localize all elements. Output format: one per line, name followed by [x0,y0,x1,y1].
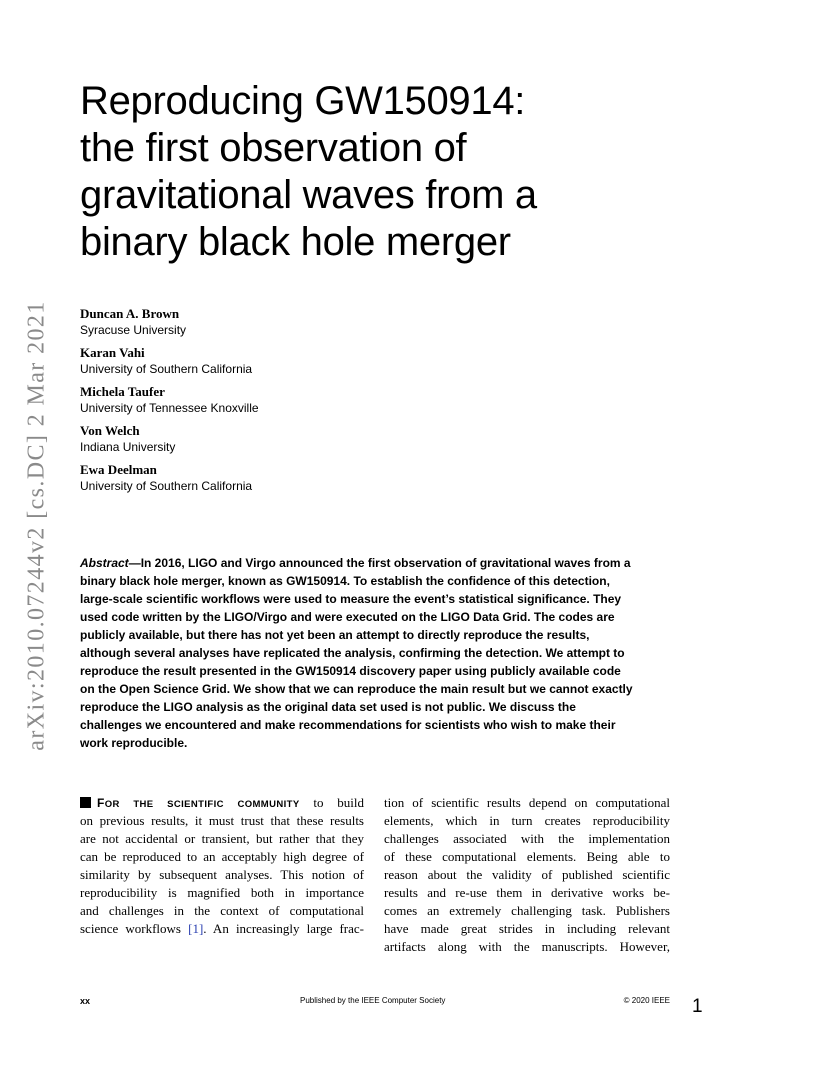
body-first-line [80,794,364,812]
body-column-right [384,794,670,956]
author-affiliation: University of Tennessee Knoxville [80,401,259,415]
author-name: Ewa Deelman [80,462,157,477]
author-block [80,345,580,378]
footer-publisher: Published by the IEEE Computer Society [300,996,446,1005]
arxiv-stamp [14,290,60,760]
lead-in [97,796,300,810]
section-marker-icon [80,797,91,808]
author-name: Von Welch [80,423,140,438]
abstract-text: In 2016, LIGO and Virgo announced the first observation of gravitational waves from a [140,556,631,570]
author-affiliation: Indiana University [80,440,176,454]
body-line: and challenges in the context of computational [80,903,364,918]
body-line: reproducibility is magnified both in importance [80,885,364,900]
author-block [80,423,580,456]
author-block [80,384,580,417]
abstract-line: binary black hole merger, known as GW150914. To establish the confidence of this detection, [80,574,610,588]
author-block [80,462,580,495]
footer-copyright: © 2020 IEEE [623,996,670,1005]
footer-volume: xx [80,996,91,1006]
body-line: similarity by subsequent analyses. This notion of [80,867,364,882]
body-line: of these computational elements. Being able to [384,849,670,864]
body-line: reason about the validity of published scientific [384,867,670,882]
author-list [80,306,580,501]
body-line: results and re-use them in derivative works be- [384,885,670,900]
author-affiliation: University of Southern California [80,362,253,376]
body-text: science workflows [80,921,189,936]
title-line: the first observation of [80,126,467,170]
author-name: Michela Taufer [80,384,165,399]
citation-link[interactable]: [1] [188,921,204,936]
body-line: on previous results, it must trust that these results [80,813,364,828]
abstract-line: reproduce the LIGO analysis as the original data set used is not public. We discuss the [80,700,576,714]
body-line: are not accidental or transient, but rather that they [80,831,364,846]
title-line: gravitational waves from a [80,173,537,217]
arxiv-id: arXiv:2010.07244v2 [cs.DC] 2 Mar 2021 [23,299,50,751]
abstract-dash: — [128,556,141,570]
lead-initial: F [97,796,105,810]
body-line: artifacts along with the manuscripts. However, [384,939,670,954]
abstract-line: although several analyses have replicated the analysis, confirming the detection. We attempt to [80,646,625,660]
title-line: Reproducing GW150914: [80,79,526,123]
author-name: Duncan A. Brown [80,306,180,321]
body-line: challenges associated with the implementation [384,831,670,846]
body-line: can be reproduced to an acceptably high degree of [80,849,364,864]
body-line: elements, which in turn creates reproducibility [384,813,670,828]
author-affiliation: Syracuse University [80,323,187,337]
body-column-left [80,794,364,938]
abstract-line: on the Open Science Grid. We show that we can reproduce the main result but we cannot exactly [80,682,633,696]
abstract-line: challenges we encountered and make recommendations for scientists who wish to make their [80,718,616,732]
body-text: to build [299,795,364,810]
abstract-first-line [80,554,680,572]
lead-smallcaps: OR THE SCIENTIFIC COMMUNITY [104,799,300,810]
page-footer [80,996,670,1010]
body-text: . An increasingly large frac- [203,921,364,936]
abstract-line: used code written by the LIGO/Virgo and were executed on the LIGO Data Grid. The codes are [80,610,615,624]
author-affiliation: University of Southern California [80,479,253,493]
page-number: 1 [692,996,703,1017]
body-line: have made great strides in including relevant [384,921,670,936]
abstract-label: Abstract [80,556,129,570]
paper-title [80,78,720,266]
body-line: comes an extremely challenging task. Publishers [384,903,670,918]
body-line: tion of scientific results depend on computational [384,795,670,810]
author-name: Karan Vahi [80,345,145,360]
abstract [80,554,680,752]
abstract-line: publicly available, but there has not yet been an attempt to directly reproduce the results, [80,628,590,642]
author-block [80,306,580,339]
body-line [80,920,364,938]
abstract-line: large-scale scientific workflows were used to measure the event’s statistical significance. They [80,592,622,606]
abstract-line: work reproducible. [80,736,188,750]
title-line: binary black hole merger [80,220,511,264]
abstract-line: reproduce the result presented in the GW150914 discovery paper using publicly available code [80,664,621,678]
